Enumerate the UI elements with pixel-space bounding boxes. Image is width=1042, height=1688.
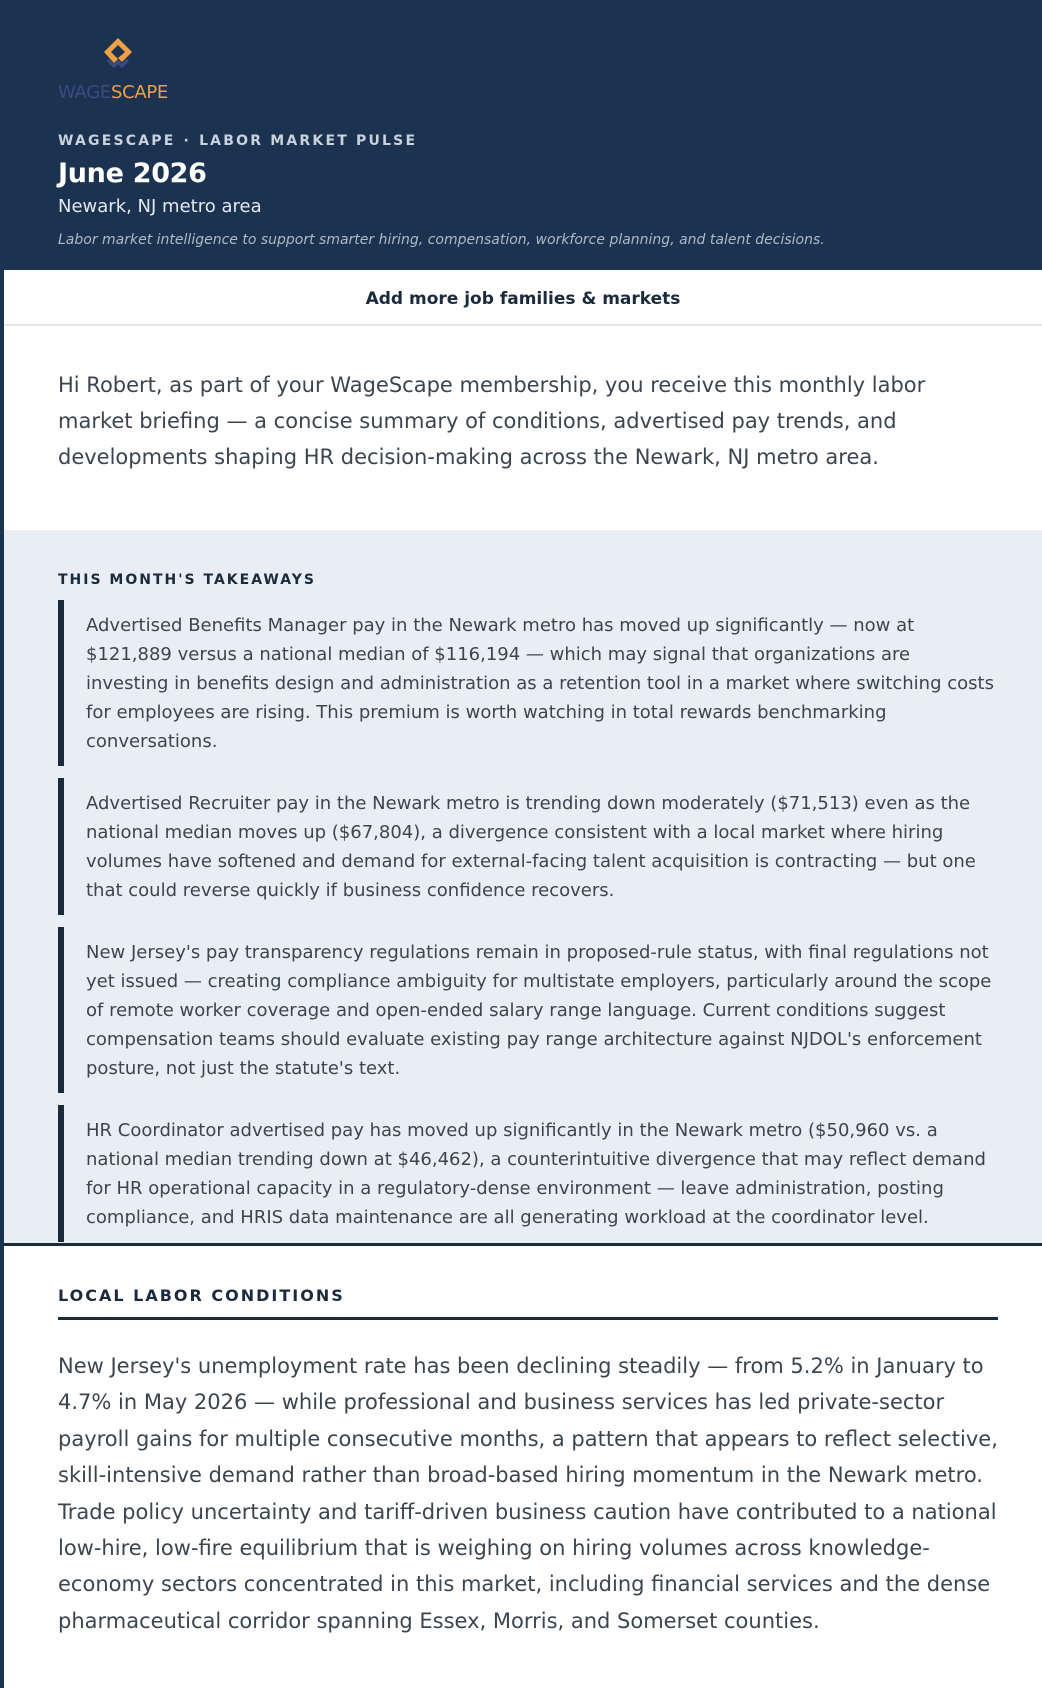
takeaways-list: [58, 600, 994, 1242]
takeaways-section: [4, 530, 1042, 1246]
takeaways-heading: THIS MONTH'S TAKEAWAYS: [58, 572, 316, 588]
takeaway-item: HR Coordinator advertised pay has moved up significantly in the Newark metro ($50,960 vs. a national median trending down at $46,462), a counterintuitive divergence that may reflect demand for HR operational capacity in a regulatory-dense environment — leave administration, posting compliance, and HRIS data maintenance are all generating workload at the coordinator level.: [58, 1105, 998, 1242]
tagline: Labor market intelligence to support smarter hiring, compensation, workforce planning, and talent decisions.: [58, 232, 825, 248]
cta-bar: [4, 270, 1042, 326]
eyebrow-brand: WAGESCAPE: [58, 133, 176, 149]
local-conditions-body: New Jersey's unemployment rate has been declining steadily — from 5.2% in January to 4.7% in May 2026 — while professional and business services has led private-sector payroll gains for multiple consecutive months, a pattern that appears to reflect selective, skill-intensive demand rather than broad-based hiring momentum in the Newark metro. Trade policy uncertainty and tariff-driven business caution have contributed to a national low-hire, low-fire equilibrium that is weighing on hiring volumes across knowledge-economy sectors concentrated in this market, including financial services and the dense pharmaceutical corridor spanning Essex, Morris, and Somerset counties.: [58, 1354, 998, 1633]
logo-scape-text: SCAPE: [110, 82, 168, 103]
eyebrow-separator: ·: [183, 133, 192, 149]
header: [4, 0, 1042, 270]
takeaway-item: New Jersey's pay transparency regulations remain in proposed-rule status, with final regulations not yet issued — creating compliance ambiguity for multistate employers, particularly around the scope of remote worker coverage and open-ended salary range language. Current conditions suggest compensation teams should evaluate existing pay range architecture against NJDOL's enforcement posture, not just the statute's text.: [58, 927, 998, 1093]
logo-wordmark: [58, 82, 168, 103]
takeaway-item: Advertised Benefits Manager pay in the Newark metro has moved up significantly — now at $121,889 versus a national median of $116,194 — which may signal that organizations are investing in benefits design and administration as a retention tool in a market where switching costs for employees are rising. This premium is worth watching in total rewards benchmarking conversations.: [58, 600, 998, 766]
add-job-families-link[interactable]: Add more job families & markets: [365, 289, 681, 309]
metro-area: Newark, NJ metro area: [58, 196, 262, 217]
brand-logo[interactable]: [58, 36, 178, 106]
intro-paragraph: Hi Robert, as part of your WageScape membership, you receive this monthly labor market briefing — a concise summary of conditions, advertised pay trends, and developments shaping HR decision-making across the Newark, NJ metro area.: [58, 373, 926, 469]
takeaway-item: Advertised Recruiter pay in the Newark metro is trending down moderately ($71,513) even as the national median moves up ($67,804), a divergence consistent with a local market where hiring volumes have softened and demand for external-facing talent acquisition is contracting — but one that could reverse quickly if business confidence recovers.: [58, 778, 998, 915]
issue-month: June 2026: [58, 158, 207, 189]
local-conditions-section: [4, 1246, 1042, 1639]
wagescape-logo-icon: [96, 36, 140, 72]
newsletter-eyebrow: [58, 133, 1042, 149]
local-conditions-heading: LOCAL LABOR CONDITIONS: [58, 1286, 998, 1320]
email-body: [4, 0, 1042, 1688]
logo-wage-text: WAGE: [58, 82, 111, 103]
eyebrow-title: LABOR MARKET PULSE: [199, 133, 418, 149]
